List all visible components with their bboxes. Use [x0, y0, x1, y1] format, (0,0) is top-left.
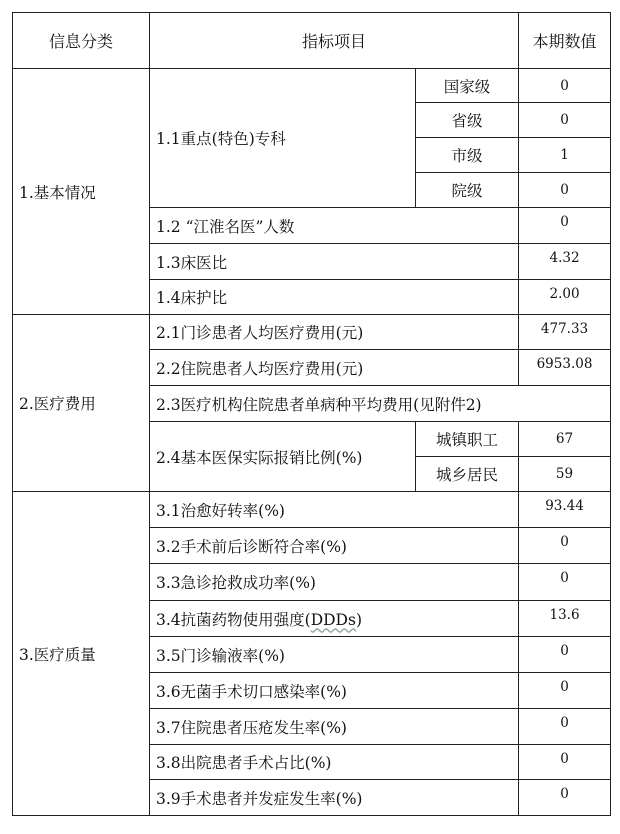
- row-value: 477.33: [519, 315, 611, 350]
- row-label: 3.8出院患者手术占比(%): [150, 745, 519, 780]
- specialty-level-value: 1: [519, 138, 611, 173]
- row-label: 3.7住院患者压疮发生率(%): [150, 709, 519, 745]
- insurance-label: 2.4基本医保实际报销比例(%): [150, 422, 416, 492]
- row-value: 0: [519, 528, 611, 564]
- header-category: 信息分类: [13, 13, 150, 69]
- row-label: 3.6无菌手术切口感染率(%): [150, 673, 519, 709]
- row-value: 0: [519, 745, 611, 780]
- specialty-label: 1.1重点(特色)专科: [150, 69, 416, 208]
- row-value: 2.00: [519, 280, 611, 315]
- insurance-item-value: 59: [519, 457, 611, 492]
- category-basic: 1.基本情况: [13, 69, 150, 315]
- table-header-row: [13, 13, 611, 69]
- row-label: 2.2住院患者人均医疗费用(元): [150, 350, 519, 386]
- insurance-item-name: 城镇职工: [416, 422, 519, 457]
- row-label: 3.9手术患者并发症发生率(%): [150, 780, 519, 816]
- row-label: 3.2手术前后诊断符合率(%): [150, 528, 519, 564]
- row-label: 1.4床护比: [150, 280, 519, 315]
- specialty-level-name: 市级: [416, 138, 519, 173]
- table-row: [13, 315, 611, 350]
- row-value: 93.44: [519, 492, 611, 528]
- row-label-wide: 2.3医疗机构住院患者单病种平均费用(见附件2): [150, 386, 611, 422]
- row-value: 0: [519, 673, 611, 709]
- category-cost: 2.医疗费用: [13, 315, 150, 492]
- row-value: 0: [519, 208, 611, 244]
- row-label-prefix: 3.4抗菌药物使用强度(: [156, 610, 311, 629]
- row-value: 6953.08: [519, 350, 611, 386]
- row-label: 1.2 “江淮名医”人数: [150, 208, 519, 244]
- specialty-level-name: 省级: [416, 103, 519, 138]
- row-value: 0: [519, 637, 611, 673]
- specialty-level-name: 院级: [416, 173, 519, 208]
- specialty-level-value: 0: [519, 103, 611, 138]
- row-label-suffix: ): [355, 610, 363, 629]
- row-label: 3.3急诊抢救成功率(%): [150, 564, 519, 601]
- specialty-level-name: 国家级: [416, 69, 519, 103]
- insurance-item-value: 67: [519, 422, 611, 457]
- row-value: 0: [519, 564, 611, 601]
- statistics-table: [12, 12, 611, 816]
- table-row: [13, 492, 611, 528]
- category-quality: 3.医疗质量: [13, 492, 150, 816]
- row-label: 3.1治愈好转率(%): [150, 492, 519, 528]
- row-label: 1.3床医比: [150, 244, 519, 280]
- table-row: [13, 69, 611, 103]
- specialty-level-value: 0: [519, 69, 611, 103]
- row-value: 0: [519, 709, 611, 745]
- header-value: 本期数值: [519, 13, 611, 69]
- insurance-item-name: 城乡居民: [416, 457, 519, 492]
- header-indicator: 指标项目: [150, 13, 519, 69]
- row-value: 0: [519, 780, 611, 816]
- row-label: 2.1门诊患者人均医疗费用(元): [150, 315, 519, 350]
- row-label: [150, 601, 519, 637]
- row-value: 13.6: [519, 601, 611, 637]
- row-value: 4.32: [519, 244, 611, 280]
- row-label-underlined: DDDs: [310, 610, 356, 629]
- row-label: 3.5门诊输液率(%): [150, 637, 519, 673]
- specialty-level-value: 0: [519, 173, 611, 208]
